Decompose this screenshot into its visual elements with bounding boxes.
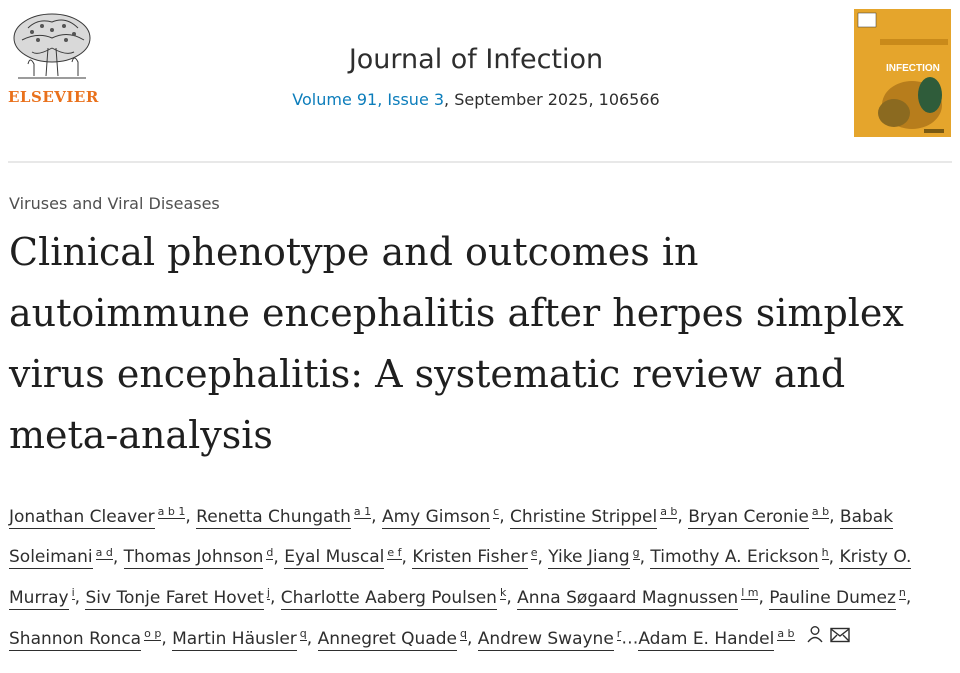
author-affiliation[interactable]: k — [499, 586, 507, 600]
header-divider — [8, 161, 952, 163]
author-name[interactable]: Renetta Chungath — [196, 506, 351, 527]
author-list: Jonathan Cleaver $^{a b 1}$, Renetta Chungath $^{a 1}$, Amy Gimson $^c$, Christine Strippel $^{a b}$, Bryan Ceronie $^{a b}$, Babak Soleimani $^{a d}$, Thomas Johnson $^d$, Eyal Muscal $^{e f}$, Kristen Fisher $^e$, Yike Jiang $^g$, Timothy A. Erickson $^h$, Kristy O. Murray $^i$, Siv Tonje Faret Hovet $^j$, Charlotte Aaberg Poulsen $^k$, Anna Søgaard Magnussen $^{l m}$, Pauline Dumez $^n$, Shannon Ronca $^{o p}$, Martin Häusler $^q$, Annegret Quade $^q$, Andrew Swayne $^r$…Adam E. Handel $^{a b}$ — [9, 494, 954, 657]
author-affiliation[interactable]: e — [530, 545, 538, 559]
author-item[interactable] — [510, 507, 677, 527]
author-name[interactable]: Martin Häusler — [172, 628, 297, 649]
author-item[interactable] — [9, 507, 185, 527]
article-title: Clinical phenotype and outcomes in autoimmune encephalitis after herpes simplex virus encephalitis: A systematic review and meta-analysis — [9, 230, 904, 457]
author-item[interactable] — [548, 547, 639, 567]
elsevier-wordmark: ELSEVIER — [8, 88, 99, 106]
author-name[interactable]: Jonathan Cleaver — [9, 506, 155, 527]
author-name[interactable]: Kristen Fisher — [412, 547, 528, 568]
journal-title[interactable]: Journal of Infection — [348, 44, 604, 75]
author-name[interactable]: Eyal Muscal — [284, 547, 385, 568]
author-affiliation[interactable]: o p — [144, 626, 162, 640]
authors-truncation-ellipsis[interactable]: … — [621, 628, 639, 649]
author-name[interactable]: Pauline Dumez — [769, 587, 896, 608]
author-item[interactable] — [382, 507, 499, 527]
author-name[interactable]: Shannon Ronca — [9, 628, 142, 649]
author-name[interactable]: Bryan Ceronie — [688, 506, 809, 527]
article-section-label: Viruses and Viral Diseases — [9, 194, 220, 213]
author-name[interactable]: Anna Søgaard Magnussen — [517, 587, 739, 608]
author-affiliation[interactable]: a b 1 — [157, 505, 186, 518]
author-name[interactable]: Charlotte Aaberg Poulsen — [280, 587, 497, 608]
author-name[interactable]: Annegret Quade — [317, 628, 457, 649]
author-item[interactable] — [517, 588, 758, 608]
author-affiliation[interactable]: i — [71, 586, 75, 600]
author-affiliation[interactable]: a b — [777, 626, 795, 640]
author-item[interactable] — [638, 626, 795, 649]
author-affiliation[interactable]: h — [821, 545, 829, 559]
author-item[interactable] — [281, 588, 507, 608]
author-name[interactable]: Babak Soleimani — [9, 506, 894, 568]
author-affiliation[interactable]: l m — [741, 586, 759, 600]
person-icon[interactable] — [806, 621, 824, 656]
author-item[interactable] — [124, 547, 274, 567]
author-affiliation[interactable]: c — [493, 505, 500, 518]
mail-icon[interactable] — [830, 621, 850, 656]
cover-journal-name: INFECTION — [886, 63, 940, 74]
volume-issue-link[interactable]: Volume 91, Issue 3 — [292, 90, 445, 109]
author-item[interactable] — [317, 626, 467, 649]
author-name[interactable]: Kristy O. Murray — [9, 547, 912, 608]
author-affiliation[interactable]: d — [266, 545, 274, 559]
author-affiliation[interactable]: g — [632, 545, 640, 559]
author-name[interactable]: Adam E. Handel — [638, 628, 775, 649]
author-affiliation[interactable]: e f — [387, 545, 402, 559]
author-name[interactable]: Yike Jiang — [548, 547, 630, 568]
author-item[interactable] — [477, 626, 622, 649]
author-item[interactable] — [9, 626, 162, 649]
author-item[interactable] — [688, 507, 829, 527]
author-name[interactable]: Siv Tonje Faret Hovet — [85, 587, 264, 608]
author-item[interactable] — [172, 626, 307, 649]
author-item[interactable] — [85, 588, 269, 608]
author-affiliation[interactable]: q — [460, 626, 467, 640]
author-item[interactable] — [196, 507, 371, 527]
author-name[interactable]: Amy Gimson — [381, 506, 491, 527]
author-affiliation[interactable]: j — [266, 586, 270, 600]
author-affiliation[interactable]: a b — [811, 505, 830, 518]
author-item[interactable] — [412, 547, 537, 567]
author-name[interactable]: Christine Strippel — [510, 506, 658, 527]
author-affiliation[interactable]: a b — [660, 505, 678, 518]
issue-info — [0, 90, 952, 109]
author-name[interactable]: Thomas Johnson — [123, 547, 264, 568]
author-item[interactable] — [284, 547, 401, 567]
author-affiliation[interactable]: n — [898, 586, 906, 600]
author-name[interactable]: Timothy A. Erickson — [650, 547, 819, 568]
journal-cover-image[interactable] — [854, 9, 951, 137]
author-affiliation[interactable]: r — [616, 626, 622, 640]
cover-art-icon — [854, 9, 951, 137]
issue-date-article-number: , September 2025, 106566 — [444, 90, 660, 109]
author-affiliation[interactable]: a 1 — [353, 505, 372, 518]
author-affiliation[interactable]: a d — [95, 545, 113, 559]
author-name[interactable]: Andrew Swayne — [477, 628, 614, 649]
journal-header — [0, 0, 960, 162]
author-item[interactable] — [650, 547, 828, 567]
author-item[interactable] — [769, 588, 906, 608]
author-affiliation[interactable]: q — [299, 626, 307, 640]
